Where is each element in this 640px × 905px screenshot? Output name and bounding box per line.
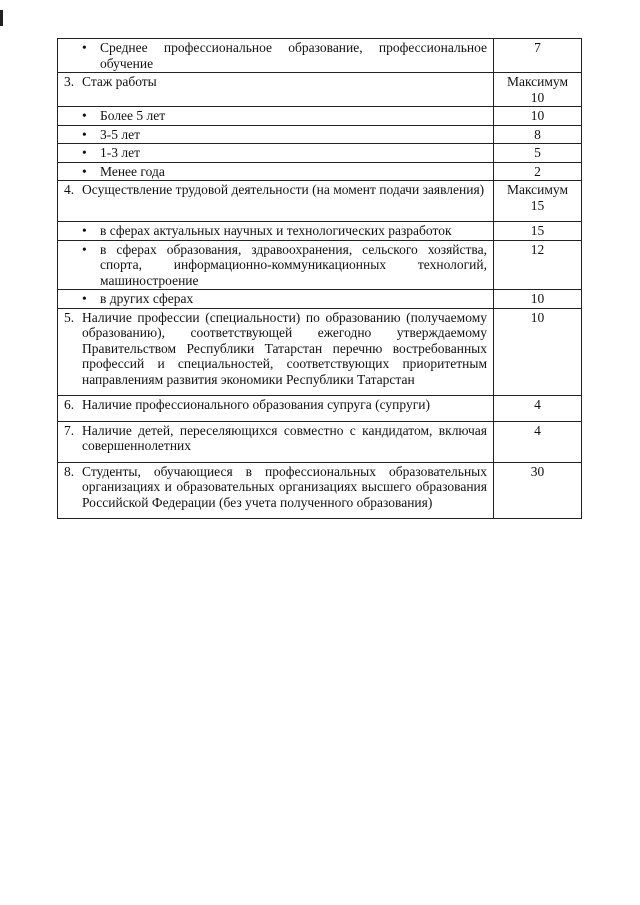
subitem-row [58, 107, 582, 126]
score-cell: 7 [494, 39, 582, 73]
criterion-cell [58, 73, 494, 107]
section-number: 3. [64, 74, 75, 89]
score-cell: Максимум 10 [494, 73, 582, 107]
criterion-cell [58, 240, 494, 290]
section-row [58, 421, 582, 462]
section-row [58, 73, 582, 107]
bullet-icon: • [82, 223, 87, 238]
section-title: Наличие профессии (специальности) по образованию (получаемому образованию), соответствующей ежегодно утверждаемому Правительством Республики Татарстан перечню востребованных профессий и специальностей, соответствующих приоритетным направлениям развития экономики Республики Татарстан [82, 309, 487, 387]
subitem-label: 3-5 лет [100, 126, 140, 142]
bullet-icon: • [82, 40, 87, 55]
scan-edge-mark [0, 10, 3, 26]
score-cell: 4 [494, 421, 582, 462]
score-cell: 4 [494, 396, 582, 422]
subitem-row [58, 240, 582, 290]
section-number: 6. [64, 397, 75, 412]
score-cell: 10 [494, 107, 582, 126]
score-cell: 15 [494, 222, 582, 241]
score-cell: 30 [494, 462, 582, 519]
criterion-cell [58, 308, 494, 396]
section-title: Студенты, обучающиеся в профессиональных образовательных организациях и образовательных организациях высшего образования Российской Федерации (без учета полученного образования) [82, 463, 487, 510]
criterion-cell [58, 290, 494, 309]
bullet-icon: • [82, 291, 87, 306]
subitem-row [58, 290, 582, 309]
subitem-label: Среднее профессиональное образование, профессиональное обучение [100, 40, 487, 71]
section-title: Стаж работы [82, 74, 157, 89]
subitem-row [58, 144, 582, 163]
score-cell: 12 [494, 240, 582, 290]
bullet-icon: • [82, 145, 87, 160]
criterion-cell [58, 39, 494, 73]
subitem-row [58, 125, 582, 144]
subitem-label: 1-3 лет [100, 145, 140, 160]
section-number: 8. [64, 463, 75, 479]
criterion-cell [58, 462, 494, 519]
score-cell: Максимум 15 [494, 181, 582, 222]
criterion-cell [58, 144, 494, 163]
subitem-label: в других сферах [100, 291, 194, 306]
score-cell: 10 [494, 308, 582, 396]
criterion-cell [58, 125, 494, 144]
section-row [58, 396, 582, 422]
subitem-row [58, 162, 582, 181]
criterion-cell [58, 421, 494, 462]
subitem-label: Более 5 лет [100, 108, 166, 123]
criteria-table-body [58, 39, 582, 519]
score-cell: 8 [494, 125, 582, 144]
section-title: Осуществление трудовой деятельности (на момент подачи заявления) [82, 182, 485, 197]
score-cell: 5 [494, 144, 582, 163]
subitem-row [58, 39, 582, 73]
section-row [58, 462, 582, 519]
criterion-cell [58, 162, 494, 181]
subitem-label: Менее года [100, 163, 165, 179]
subitem-label: в сферах актуальных научных и технологических разработок [100, 223, 452, 238]
section-row [58, 308, 582, 396]
section-number: 5. [64, 309, 75, 325]
bullet-icon: • [82, 163, 87, 179]
score-cell: 2 [494, 162, 582, 181]
subitem-row [58, 222, 582, 241]
section-number: 7. [64, 422, 75, 438]
criterion-cell [58, 222, 494, 241]
bullet-icon: • [82, 126, 87, 142]
criterion-cell [58, 181, 494, 222]
bullet-icon: • [82, 108, 87, 123]
criterion-cell [58, 107, 494, 126]
section-number: 4. [64, 182, 75, 197]
section-row [58, 181, 582, 222]
section-title: Наличие детей, переселяющихся совместно с кандидатом, включая совершеннолетних [82, 422, 487, 453]
criterion-cell [58, 396, 494, 422]
section-title: Наличие профессионального образования супруга (супруги) [82, 397, 430, 412]
criteria-table [57, 38, 582, 519]
bullet-icon: • [82, 241, 87, 257]
subitem-label: в сферах образования, здравоохранения, сельского хозяйства, спорта, информационно-коммуникационных технологий, машиностроение [100, 241, 487, 288]
score-cell: 10 [494, 290, 582, 309]
